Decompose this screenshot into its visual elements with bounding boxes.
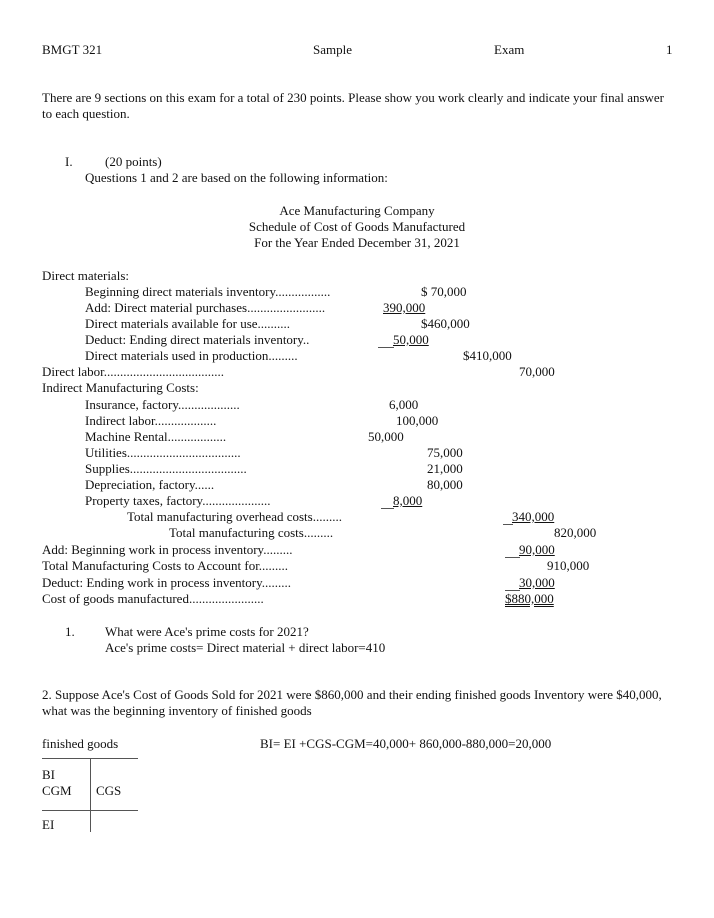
depreciation-label: Depreciation, factory...... (85, 477, 215, 492)
total-overhead-label: Total manufacturing overhead costs......... (127, 509, 342, 524)
total-overhead-underline-lead (503, 524, 513, 525)
total-overhead-value: 340,000 (512, 509, 555, 524)
header-word-exam: Exam (494, 42, 525, 57)
t-account-cgs: CGS (96, 783, 122, 798)
page-number: 1 (666, 42, 673, 57)
direct-labor-value: 70,000 (519, 364, 555, 379)
ending-wip-value: 30,000 (519, 575, 555, 590)
cogm-label: Cost of goods manufactured....................... (42, 591, 264, 606)
section-lead: Questions 1 and 2 are based on the following information: (85, 170, 388, 185)
beginning-dm-label: Beginning direct materials inventory................. (85, 284, 331, 299)
ending-wip-label: Deduct: Ending work in process inventory......... (42, 575, 291, 590)
q1-number: 1. (65, 624, 75, 639)
t-account-bi: BI (42, 767, 55, 782)
section-numeral: I. (65, 154, 73, 169)
supplies-value: 21,000 (427, 461, 463, 476)
header-word-sample: Sample (313, 42, 352, 57)
supplies-label: Supplies.................................... (85, 461, 247, 476)
t-account-ei: EI (42, 817, 55, 832)
total-to-account-value: 910,000 (547, 558, 590, 573)
t-account-cgm: CGM (42, 783, 72, 798)
indirect-labor-label: Indirect labor................... (85, 413, 217, 428)
beginning-wip-value: 90,000 (519, 542, 555, 557)
total-mfg-value: 820,000 (554, 525, 597, 540)
schedule-title: Schedule of Cost of Goods Manufactured (248, 219, 466, 234)
ending-dm-label: Deduct: Ending direct materials inventory.. (85, 332, 310, 347)
total-mfg-label: Total manufacturing costs......... (169, 525, 334, 540)
machine-rental-label: Machine Rental.................. (85, 429, 227, 444)
insurance-value: 6,000 (389, 397, 419, 412)
t-account-balance-rule (42, 810, 138, 811)
ending-dm-underline-lead (378, 347, 394, 348)
exam-instructions: There are 9 sections on this exam for a total of 230 points. Please show you work clearly and indicate your final answer to each question. (42, 90, 665, 121)
dm-available-label: Direct materials available for use.......... (85, 316, 291, 331)
indirect-labor-value: 100,000 (396, 413, 439, 428)
t-account-title: finished goods (42, 736, 119, 751)
utilities-value: 75,000 (427, 445, 463, 460)
q1-question: What were Ace's prime costs for 2021? (105, 624, 309, 639)
dm-purchases-label: Add: Direct material purchases........................ (85, 300, 326, 315)
direct-materials-heading: Direct materials: (42, 268, 129, 283)
beginning-wip-label: Add: Beginning work in process inventory......... (42, 542, 293, 557)
beginning-wip-underline-lead (505, 557, 520, 558)
dm-available-value: $460,000 (421, 316, 470, 331)
dm-purchases-value: 390,000 (383, 300, 426, 315)
insurance-label: Insurance, factory................... (85, 397, 240, 412)
cogm-value: $880,000 (505, 591, 554, 606)
ending-dm-value: 50,000 (393, 332, 429, 347)
q2-question: 2. Suppose Ace's Cost of Goods Sold for 2021 were $860,000 and their ending finished goods Inventory were $40,000, what was the beginning inventory of finished goods (42, 687, 662, 718)
depreciation-value: 80,000 (427, 477, 463, 492)
total-to-account-label: Total Manufacturing Costs to Account for......... (42, 558, 289, 573)
dm-used-label: Direct materials used in production......... (85, 348, 298, 363)
course-code: BMGT 321 (42, 42, 103, 57)
direct-labor-label: Direct labor..................................... (42, 364, 224, 379)
utilities-label: Utilities................................... (85, 445, 241, 460)
schedule-period: For the Year Ended December 31, 2021 (254, 235, 460, 250)
property-taxes-label: Property taxes, factory..................... (85, 493, 271, 508)
q1-answer: Ace's prime costs= Direct material + direct labor=410 (105, 640, 386, 655)
beginning-dm-value: $ 70,000 (421, 284, 467, 299)
dm-used-value: $410,000 (463, 348, 512, 363)
property-taxes-value: 8,000 (393, 493, 423, 508)
property-taxes-underline-lead (381, 508, 394, 509)
indirect-costs-heading: Indirect Manufacturing Costs: (42, 380, 199, 395)
q2-formula: BI= EI +CGS-CGM=40,000+ 860,000-880,000=20,000 (260, 736, 552, 751)
t-account-divider (90, 758, 91, 832)
schedule-company: Ace Manufacturing Company (279, 203, 435, 218)
section-points: (20 points) (105, 154, 162, 169)
machine-rental-value: 50,000 (368, 429, 404, 444)
